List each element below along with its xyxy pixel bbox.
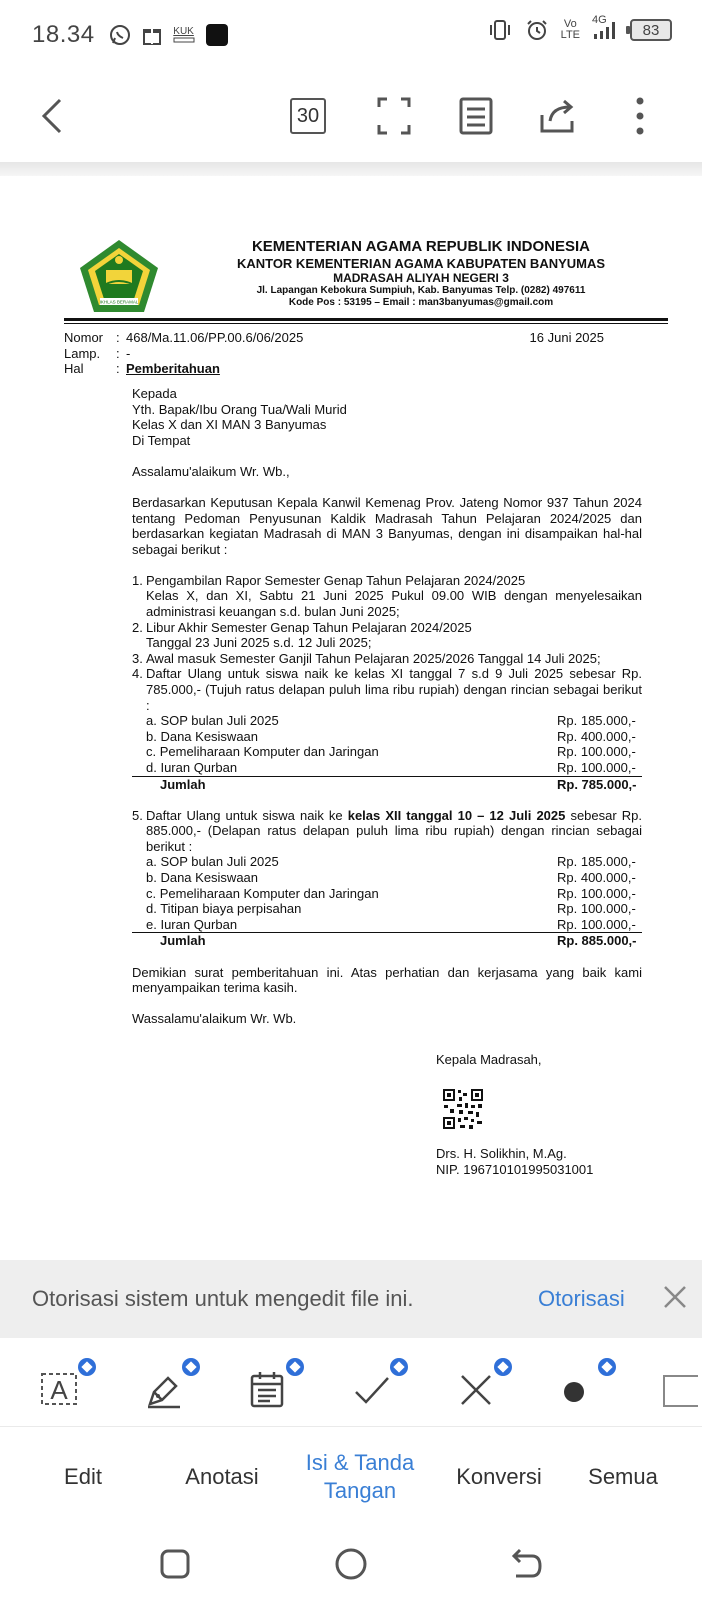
premium-badge [390, 1358, 408, 1376]
sign-tools [0, 1338, 702, 1426]
meta-nomor-label: Nomor [64, 330, 104, 345]
recipient-block [132, 386, 642, 448]
pen-icon [144, 1370, 184, 1410]
item-title: Daftar Ulang untuk siswa naik ke kelas XII tanggal 10 – 12 Juli 2025 sebesar Rp. 885.000,- (Delapan ratus delapan puluh lima ribu rupiah) dengan rincian sebagai berikut : [146, 807, 643, 854]
dot-icon [560, 1370, 600, 1410]
fee-row: c. Pemeliharaan Komputer dan Jaringan Rp. 100.000,- [146, 885, 636, 901]
app-square-icon [205, 23, 229, 47]
premium-badge [78, 1358, 96, 1376]
fee-total-row: Jumlah Rp. 885.000,- [160, 933, 637, 949]
greeting: Assalamu'alaikum Wr. Wb., [132, 463, 290, 479]
mode-tabs [0, 1426, 702, 1526]
premium-badge [286, 1358, 304, 1376]
meta-nomor: Nomor : 468/Ma.11.06/PP.00.6/06/2025 [64, 330, 304, 345]
vibrate-icon [487, 19, 513, 41]
fullscreen-icon [377, 97, 411, 135]
authorize-button[interactable]: Otorisasi [538, 1286, 625, 1311]
list-item: 5. Daftar Ulang untuk siswa naik ke kelas XII tanggal 10 – 12 Juli 2025 sebesar Rp. 885.000,- (Delapan ratus delapan puluh lima ribu rupiah) dengan rincian sebagai berikut : [132, 807, 643, 854]
pen-tool[interactable] [140, 1358, 200, 1414]
cross-icon [456, 1370, 496, 1410]
page-count-button[interactable] [284, 92, 332, 140]
list-item: 2. Libur Akhir Semester Genap Tahun Pelajaran 2024/2025 Tanggal 23 Juni 2025 s.d. 12 Juli 2025; [132, 620, 642, 651]
signal-label: 4G [592, 14, 607, 26]
letterhead-text [176, 238, 666, 309]
share-icon [538, 97, 578, 135]
back-icon [38, 96, 66, 136]
recipient-line-1: Kepada [132, 386, 177, 401]
authorization-message: Otorisasi sistem untuk mengedit file ini. [32, 1286, 414, 1311]
fee-row: b. Dana Kesiswaan Rp. 400.000,- [146, 728, 636, 744]
page-count: 30 [290, 98, 326, 134]
authorization-banner [0, 1260, 702, 1338]
meta-hal-value: Pemberitahuan [126, 361, 220, 376]
volte-icon [561, 19, 580, 41]
letterhead [78, 238, 668, 306]
item-detail: Kelas X, dan XI, Sabtu 21 Juni 2025 Pukul 09.00 WIB dengan menyelesaikan administrasi keuangan s.d. bulan Juni 2025; [146, 588, 642, 620]
whatsapp-icon [109, 24, 131, 46]
fee-row: d. Iuran Qurban Rp. 100.000,- [132, 760, 642, 777]
check-icon [352, 1370, 392, 1410]
share-button[interactable] [534, 92, 582, 140]
letterhead-ministry: KEMENTERIAN AGAMA REPUBLIK INDONESIA [251, 238, 591, 255]
recipient-line-4: Di Tempat [132, 432, 191, 448]
list-item: 4. Daftar Ulang untuk siswa naik ke kelas XI tanggal 7 s.d 9 Juli 2025 sebesar Rp. 785.000,- (Tujuh ratus delapan puluh lima ribu rupiah) dengan rincian sebagai berikut : [132, 666, 642, 713]
letter-meta [64, 330, 604, 377]
fee-table-xi [132, 713, 642, 792]
closing-paragraph: Demikian surat pemberitahuan ini. Atas perhatian dan kerjasama yang baik kami menyampaikan terima kasih. [132, 964, 642, 996]
volte-bottom: LTE [560, 29, 580, 41]
letterhead-school: MADRASAH ALIYAH NEGERI 3 [333, 271, 509, 285]
status-left-icons [109, 23, 229, 47]
letterhead-rule-thick [64, 318, 668, 321]
recipient-line-3: Kelas X dan XI MAN 3 Banyumas [132, 417, 327, 433]
fee-row: d. Titipan biaya perpisahan Rp. 100.000,- [146, 901, 636, 917]
meta-lamp: Lamp. : - [64, 345, 131, 361]
item-title: Libur Akhir Semester Genap Tahun Pelajaran 2024/2025 [146, 619, 472, 635]
text-box-icon [40, 1370, 80, 1410]
volte-top: Vo [563, 18, 577, 30]
fee-total-row: Jumlah Rp. 785.000,- [160, 776, 637, 792]
fee-row: a. SOP bulan Juli 2025 Rp. 185.000,- [146, 713, 636, 729]
tab-anotasi[interactable]: Anotasi [185, 1464, 259, 1489]
more-icon [634, 96, 646, 136]
recipient-line-2: Yth. Bapak/Ibu Orang Tua/Wali Murid [132, 401, 347, 417]
premium-badge [598, 1358, 616, 1376]
back-button[interactable] [28, 92, 76, 140]
intro-paragraph: Berdasarkan Keputusan Kepala Kanwil Kemenag Prov. Jateng Nomor 937 Tahun 2024 tentang Pedoman Penyusunan Kaldik Madrasah Tahun Pelajaran 2024/2025 dan berdasarkan kegiatan Madrasah di MAN 3 Banyumas, dengan ini disampaikan hal-hal sebagai berikut : [132, 494, 642, 557]
kuk-label: KUK [173, 26, 194, 37]
dot-tool[interactable] [556, 1358, 616, 1414]
tab-isi-tanda-tangan[interactable]: Isi & Tanda Tangan [305, 1450, 415, 1503]
status-bar [0, 0, 702, 70]
meta-hal-label: Hal [64, 361, 84, 376]
qr-code-icon [442, 1088, 484, 1130]
form-tool[interactable] [244, 1358, 304, 1414]
premium-badge [494, 1358, 512, 1376]
status-time: 18.34 [32, 21, 95, 48]
fee-table-xii [132, 854, 642, 949]
signal-icon [592, 14, 618, 40]
tab-konversi[interactable]: Konversi [456, 1464, 542, 1489]
close-icon[interactable] [662, 1284, 688, 1310]
fee-row: b. Dana Kesiswaan Rp. 400.000,- [146, 870, 636, 886]
kemenag-logo-icon [78, 238, 160, 314]
cross-tool[interactable] [452, 1358, 512, 1414]
signatory-nip: NIP. 196710101995031001 [436, 1162, 594, 1177]
premium-badge [182, 1358, 200, 1376]
recents-icon[interactable] [155, 1544, 195, 1584]
kuk-icon [173, 27, 195, 43]
status-right-icons [487, 14, 672, 42]
system-nav-bar [0, 1526, 702, 1600]
logo-motto: IKHLAS BERAMAL [99, 299, 139, 305]
rectangle-tool[interactable] [662, 1358, 702, 1414]
fullscreen-button[interactable] [370, 92, 418, 140]
item-detail: Tanggal 23 Juni 2025 s.d. 12 Juli 2025; [146, 635, 372, 651]
svg-text:A: A [50, 1375, 68, 1405]
letter-date: 16 Juni 2025 [529, 330, 604, 345]
alarm-icon [525, 18, 549, 42]
signatory-title: Kepala Madrasah, [436, 1052, 542, 1067]
nav-back-icon[interactable] [506, 1544, 546, 1584]
fee-row: c. Pemeliharaan Komputer dan Jaringan Rp. 100.000,- [146, 744, 636, 760]
check-tool[interactable] [348, 1358, 408, 1414]
pdf-page[interactable] [0, 176, 702, 1260]
item-title: Daftar Ulang untuk siswa naik ke kelas XI tanggal 7 s.d 9 Juli 2025 sebesar Rp. 785.000,- (Tujuh ratus delapan puluh lima ribu rupiah) dengan rincian sebagai berikut : [146, 666, 642, 713]
letterhead-rule-thin [64, 323, 668, 324]
letterhead-contact: Kode Pos : 53195 – Email : man3banyumas@gmail.com [288, 297, 554, 308]
reader-mode-button[interactable] [452, 92, 500, 140]
meta-lamp-value: - [126, 345, 131, 361]
app-toolbar [0, 70, 702, 162]
home-icon[interactable] [331, 1544, 371, 1584]
meta-hal: Hal : Pemberitahuan [64, 361, 220, 376]
farewell: Wassalamu'alaikum Wr. Wb. [132, 1011, 297, 1027]
item-title: Pengambilan Rapor Semester Genap Tahun Pelajaran 2024/2025 [146, 572, 526, 588]
fee-row: a. SOP bulan Juli 2025 Rp. 185.000,- [146, 854, 636, 870]
item-title: Awal masuk Semester Ganjil Tahun Pelajaran 2025/2026 Tanggal 14 Juli 2025; [146, 650, 601, 666]
letterhead-address: Jl. Lapangan Kebokura Sumpiuh, Kab. Banyumas Telp. (0282) 497611 [256, 285, 586, 296]
list-item: 3. Awal masuk Semester Ganjil Tahun Pelajaran 2025/2026 Tanggal 14 Juli 2025; [132, 651, 642, 667]
battery-indicator: 83 [630, 19, 672, 41]
letterhead-office: KANTOR KEMENTERIAN AGAMA KABUPATEN BANYUMAS [236, 256, 606, 271]
signatory-name: Drs. H. Solikhin, M.Ag. [436, 1146, 567, 1161]
meta-nomor-value: 468/Ma.11.06/PP.00.6/06/2025 [126, 330, 304, 345]
form-icon [248, 1370, 288, 1410]
rectangle-icon [662, 1370, 698, 1410]
more-options-button[interactable] [616, 92, 664, 140]
meta-lamp-label: Lamp. [64, 345, 101, 361]
tab-semua[interactable]: Semua [588, 1464, 658, 1489]
reader-mode-icon [459, 97, 493, 135]
toolbar-divider [0, 162, 702, 176]
tab-edit[interactable]: Edit [64, 1464, 102, 1489]
letter-body [132, 386, 642, 1027]
fee-row: e. Iuran Qurban Rp. 100.000,- [132, 917, 642, 934]
list-item: 1. Pengambilan Rapor Semester Genap Tahun Pelajaran 2024/2025 Kelas X, dan XI, Sabtu 21 Juni 2025 Pukul 09.00 WIB dengan menyelesaikan administrasi keuangan s.d. bulan Juni 2025; [132, 572, 642, 620]
text-box-tool[interactable] [36, 1358, 96, 1414]
gift-icon [141, 24, 163, 46]
